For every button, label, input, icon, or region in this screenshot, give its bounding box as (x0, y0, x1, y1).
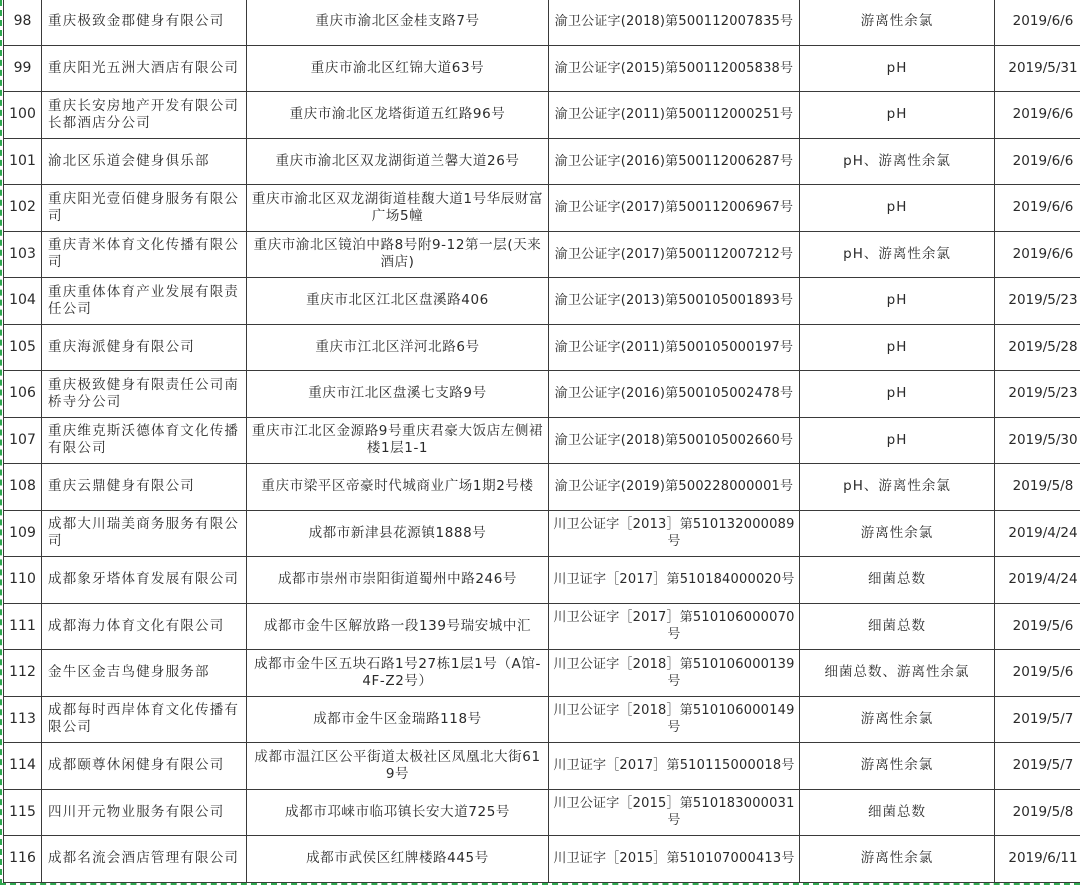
row-number-cell: 103 (4, 231, 42, 278)
address-cell: 成都市新津县花源镇1888号 (247, 510, 549, 557)
address-cell: 重庆市渝北区双龙湖街道兰馨大道26号 (247, 138, 549, 185)
license-number-cell: 川卫公证字［2017］第510106000070号 (549, 603, 800, 650)
inspection-date-cell: 2019/5/23 (995, 278, 1080, 325)
failed-item-cell: 游离性余氯 (800, 510, 995, 557)
table-row (4, 696, 1080, 743)
inspection-date-cell: 2019/5/7 (995, 743, 1080, 790)
inspection-date-cell: 2019/5/7 (995, 696, 1080, 743)
address-cell: 重庆市梁平区帝豪时代城商业广场1期2号楼 (247, 464, 549, 511)
table-row (4, 650, 1080, 697)
inspection-date-cell: 2019/5/30 (995, 417, 1080, 464)
failed-item-cell: 细菌总数、游离性余氯 (800, 650, 995, 697)
company-name-cell: 成都每时西岸体育文化传播有限公司 (42, 696, 247, 743)
company-name-cell: 渝北区乐道会健身俱乐部 (42, 138, 247, 185)
row-number-cell: 98 (4, 0, 42, 45)
license-number-cell: 渝卫公证字(2018)第500112007835号 (549, 0, 800, 45)
row-number-cell: 108 (4, 464, 42, 511)
license-number-cell: 渝卫公证字(2017)第500112007212号 (549, 231, 800, 278)
address-cell: 重庆市江北区盘溪七支路9号 (247, 371, 549, 418)
failed-item-cell: pH (800, 92, 995, 139)
license-number-cell: 川卫公证字［2018］第510106000139号 (549, 650, 800, 697)
inspection-date-cell: 2019/6/6 (995, 185, 1080, 232)
row-number-cell: 106 (4, 371, 42, 418)
address-cell: 成都市崇州市崇阳街道蜀州中路246号 (247, 557, 549, 604)
table-row (4, 371, 1080, 418)
license-number-cell: 川卫证字［2017］第510184000020号 (549, 557, 800, 604)
company-name-cell: 重庆阳光五洲大酒店有限公司 (42, 45, 247, 92)
table-row (4, 603, 1080, 650)
inspection-date-cell: 2019/5/6 (995, 603, 1080, 650)
table-row (4, 231, 1080, 278)
company-name-cell: 金牛区金吉鸟健身服务部 (42, 650, 247, 697)
license-number-cell: 渝卫公证字(2019)第500228000001号 (549, 464, 800, 511)
row-number-cell: 105 (4, 324, 42, 371)
license-number-cell: 渝卫公证字(2015)第500112005838号 (549, 45, 800, 92)
license-number-cell: 渝卫公证字(2018)第500105002660号 (549, 417, 800, 464)
address-cell: 成都市武侯区红牌楼路445号 (247, 836, 549, 883)
company-name-cell: 成都象牙塔体育发展有限公司 (42, 557, 247, 604)
inspection-date-cell: 2019/5/8 (995, 464, 1080, 511)
table-row (4, 789, 1080, 836)
company-name-cell: 成都大川瑞美商务服务有限公司 (42, 510, 247, 557)
license-number-cell: 川卫证字［2017］第510115000018号 (549, 743, 800, 790)
row-number-cell: 100 (4, 92, 42, 139)
row-number-cell: 99 (4, 45, 42, 92)
license-number-cell: 渝卫公证字(2011)第500105000197号 (549, 324, 800, 371)
row-number-cell: 104 (4, 278, 42, 325)
inspection-date-cell: 2019/5/6 (995, 650, 1080, 697)
license-number-cell: 渝卫公证字(2016)第500105002478号 (549, 371, 800, 418)
table-body (4, 0, 1080, 882)
failed-item-cell: pH (800, 278, 995, 325)
license-number-cell: 川卫公证字［2015］第510183000031号 (549, 789, 800, 836)
table-row (4, 278, 1080, 325)
inspection-date-cell: 2019/4/24 (995, 510, 1080, 557)
inspection-date-cell: 2019/4/24 (995, 557, 1080, 604)
company-name-cell: 重庆青米体育文化传播有限公司 (42, 231, 247, 278)
table-row (4, 0, 1080, 45)
row-number-cell: 102 (4, 185, 42, 232)
row-number-cell: 109 (4, 510, 42, 557)
company-name-cell: 成都海力体育文化有限公司 (42, 603, 247, 650)
company-name-cell: 重庆海派健身有限公司 (42, 324, 247, 371)
inspection-date-cell: 2019/5/28 (995, 324, 1080, 371)
inspection-date-cell: 2019/5/31 (995, 45, 1080, 92)
company-name-cell: 四川开元物业服务有限公司 (42, 789, 247, 836)
company-name-cell: 重庆极致金郡健身有限公司 (42, 0, 247, 45)
failed-item-cell: 游离性余氯 (800, 696, 995, 743)
table-row (4, 45, 1080, 92)
company-name-cell: 重庆阳光壹佰健身服务有限公司 (42, 185, 247, 232)
address-cell: 成都市温江区公平街道太极社区凤凰北大街619号 (247, 743, 549, 790)
company-name-cell: 重庆云鼎健身有限公司 (42, 464, 247, 511)
table-row (4, 510, 1080, 557)
license-number-cell: 川卫公证字［2013］第510132000089号 (549, 510, 800, 557)
inspection-date-cell: 2019/6/6 (995, 231, 1080, 278)
address-cell: 成都市金牛区金瑞路118号 (247, 696, 549, 743)
address-cell: 成都市邛崃市临邛镇长安大道725号 (247, 789, 549, 836)
address-cell: 成都市金牛区五块石路1号27栋1层1号（A馆-4F-Z2号） (247, 650, 549, 697)
row-number-cell: 115 (4, 789, 42, 836)
address-cell: 重庆市江北区金源路9号重庆君豪大饭店左侧裙楼1层1-1 (247, 417, 549, 464)
failed-item-cell: pH (800, 185, 995, 232)
table-row (4, 417, 1080, 464)
failed-item-cell: pH (800, 417, 995, 464)
license-number-cell: 渝卫公证字(2013)第500105001893号 (549, 278, 800, 325)
inspection-date-cell: 2019/6/6 (995, 0, 1080, 45)
row-number-cell: 114 (4, 743, 42, 790)
table-row (4, 464, 1080, 511)
inspection-table (3, 0, 1080, 883)
company-name-cell: 重庆极致健身有限责任公司南桥寺分公司 (42, 371, 247, 418)
row-number-cell: 112 (4, 650, 42, 697)
row-number-cell: 113 (4, 696, 42, 743)
license-number-cell: 川卫公证字［2018］第510106000149号 (549, 696, 800, 743)
address-cell: 重庆市江北区洋河北路6号 (247, 324, 549, 371)
failed-item-cell: pH、游离性余氯 (800, 138, 995, 185)
license-number-cell: 川卫证字［2015］第510107000413号 (549, 836, 800, 883)
table-row (4, 185, 1080, 232)
company-name-cell: 成都名流会酒店管理有限公司 (42, 836, 247, 883)
failed-item-cell: 细菌总数 (800, 789, 995, 836)
row-number-cell: 107 (4, 417, 42, 464)
company-name-cell: 成都颐尊休闲健身有限公司 (42, 743, 247, 790)
address-cell: 重庆市渝北区红锦大道63号 (247, 45, 549, 92)
table-row (4, 557, 1080, 604)
inspection-date-cell: 2019/6/6 (995, 138, 1080, 185)
failed-item-cell: pH (800, 45, 995, 92)
failed-item-cell: 游离性余氯 (800, 836, 995, 883)
address-cell: 重庆市渝北区龙塔街道五红路96号 (247, 92, 549, 139)
failed-item-cell: 游离性余氯 (800, 0, 995, 45)
failed-item-cell: pH、游离性余氯 (800, 231, 995, 278)
inspection-date-cell: 2019/5/8 (995, 789, 1080, 836)
license-number-cell: 渝卫公证字(2011)第500112000251号 (549, 92, 800, 139)
table-row (4, 324, 1080, 371)
table-row (4, 836, 1080, 883)
address-cell: 重庆市渝北区镜泊中路8号附9-12第一层(天来酒店) (247, 231, 549, 278)
failed-item-cell: pH、游离性余氯 (800, 464, 995, 511)
address-cell: 重庆市渝北区金桂支路7号 (247, 0, 549, 45)
company-name-cell: 重庆长安房地产开发有限公司长都酒店分公司 (42, 92, 247, 139)
failed-item-cell: 细菌总数 (800, 557, 995, 604)
table-row (4, 743, 1080, 790)
address-cell: 重庆市北区江北区盘溪路406 (247, 278, 549, 325)
license-number-cell: 渝卫公证字(2016)第500112006287号 (549, 138, 800, 185)
row-number-cell: 116 (4, 836, 42, 883)
failed-item-cell: 细菌总数 (800, 603, 995, 650)
row-number-cell: 111 (4, 603, 42, 650)
company-name-cell: 重庆重体体育产业发展有限责任公司 (42, 278, 247, 325)
company-name-cell: 重庆维克斯沃德体育文化传播有限公司 (42, 417, 247, 464)
failed-item-cell: 游离性余氯 (800, 743, 995, 790)
inspection-date-cell: 2019/6/11 (995, 836, 1080, 883)
inspection-date-cell: 2019/6/6 (995, 92, 1080, 139)
address-cell: 成都市金牛区解放路一段139号瑞安城中汇 (247, 603, 549, 650)
failed-item-cell: pH (800, 371, 995, 418)
table-row (4, 92, 1080, 139)
row-number-cell: 110 (4, 557, 42, 604)
failed-item-cell: pH (800, 324, 995, 371)
license-number-cell: 渝卫公证字(2017)第500112006967号 (549, 185, 800, 232)
address-cell: 重庆市渝北区双龙湖街道桂馥大道1号华辰财富广场5幢 (247, 185, 549, 232)
inspection-date-cell: 2019/5/23 (995, 371, 1080, 418)
row-number-cell: 101 (4, 138, 42, 185)
table-row (4, 138, 1080, 185)
